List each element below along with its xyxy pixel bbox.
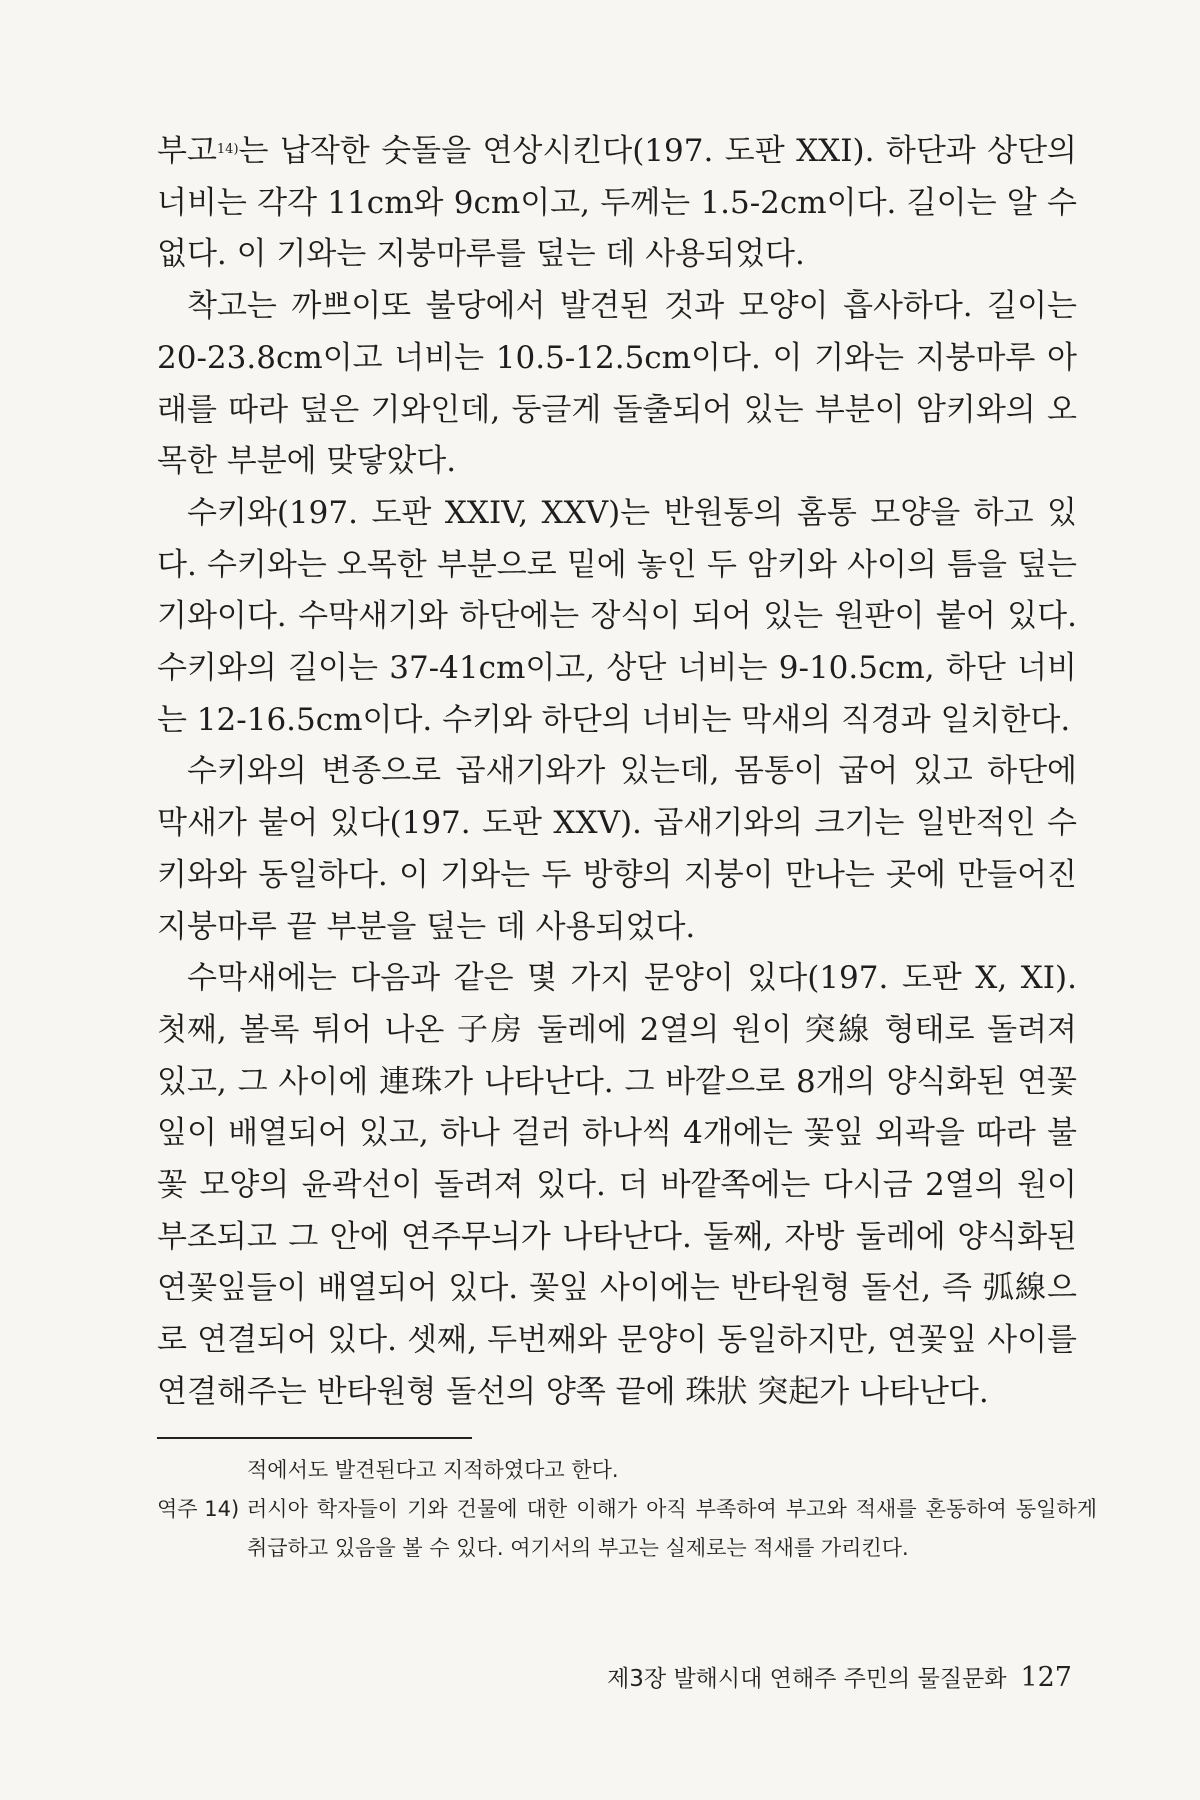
paragraph-text: 는 납작한 숫돌을 연상시킨다(197. 도판 XXI). 하단과 상단의 너비는 각각 11cm와 9cm이고, 두께는 1.5-2cm이다. 길이는 알 수 없다. 이 기와는 지붕마루를 덮는 데 사용되었다.: [157, 133, 1077, 273]
footnote-reference: 14): [216, 142, 239, 157]
footnote-text: 러시아 학자들이 기와 건물에 대한 이해가 아직 부족하여 부고와 적새를 혼동하여 동일하게 취급하고 있음을 볼 수 있다. 여기서의 부고는 실제로는 적새를 가리킨다.: [247, 1497, 1097, 1560]
paragraph-end-tile-patterns: 수막새에는 다음과 같은 몇 가지 문양이 있다(197. 도판 X, XI). 첫째, 볼록 튀어 나온 子房 둘레에 2열의 원이 突線 형태로 돌려져 있고, 그 사이에 連珠가 나타난다. 그 바깥으로 8개의 양식화된 연꽃잎이 배열되어 있고, 하나 걸러 하나씩 4개에는 꽃잎 외곽을 따라 불꽃 모양의 윤곽선이 돌려져 있다. 더 바깥쪽에는 다시금 2열의 원이 부조되고 그 안에 연주무늬가 나타난다. 둘째, 자방 둘레에 양식화된 연꽃잎들이 배열되어 있다. 꽃잎 사이에는 반타원형 돌선, 즉 弧線으로 연결되어 있다. 셋째, 두번째와 문양이 동일하지만, 연꽃잎 사이를 연결해주는 반타원형 돌선의 양쪽 끝에 珠狀 突起가 나타난다.: [157, 960, 1077, 1410]
paragraph-bent-convex-tile: 수키와의 변종으로 곱새기와가 있는데, 몸통이 굽어 있고 하단에 막새가 붙어 있다(197. 도판 XXV). 곱새기와의 크기는 일반적인 수키와와 동일하다. 이 기와는 두 방향의 지붕이 만나는 곳에 만들어진 지붕마루 끝 부분을 덮는 데 사용되었다.: [157, 753, 1077, 945]
footnote-divider: [157, 1437, 472, 1439]
paragraph-text: 부고: [157, 133, 217, 169]
footnote-continuation: 적에서도 발견된다고 지적하였다고 한다.: [247, 1458, 619, 1482]
running-footer: [607, 1660, 1072, 1693]
footnotes: [157, 1451, 1097, 1568]
footnote-entry: [157, 1490, 1097, 1568]
footnote-label: 역주 14): [157, 1497, 240, 1521]
paragraph-roof-ridge-tile: [157, 126, 1077, 281]
page-number: 127: [1020, 1662, 1072, 1693]
chapter-title: 제3장 발해시대 연해주 주민의 물질문화: [607, 1666, 1007, 1692]
body-text: [157, 126, 1077, 1419]
paragraph-chakgo-tile: 착고는 까쁘이또 불당에서 발견된 것과 모양이 흡사하다. 길이는 20-23.8cm이고 너비는 10.5-12.5cm이다. 이 기와는 지붕마루 아래를 따라 덮은 기와인데, 둥글게 돌출되어 있는 부분이 암키와의 오목한 부분에 맞닿았다.: [157, 288, 1077, 480]
paragraph-convex-tile: 수키와(197. 도판 XXIV, XXV)는 반원통의 홈통 모양을 하고 있다. 수키와는 오목한 부분으로 밑에 놓인 두 암키와 사이의 틈을 덮는 기와이다. 수막새기와 하단에는 장식이 되어 있는 원판이 붙어 있다. 수키와의 길이는 37-41cm이고, 상단 너비는 9-10.5cm, 하단 너비는 12-16.5cm이다. 수키와 하단의 너비는 막새의 직경과 일치한다.: [157, 494, 1077, 738]
